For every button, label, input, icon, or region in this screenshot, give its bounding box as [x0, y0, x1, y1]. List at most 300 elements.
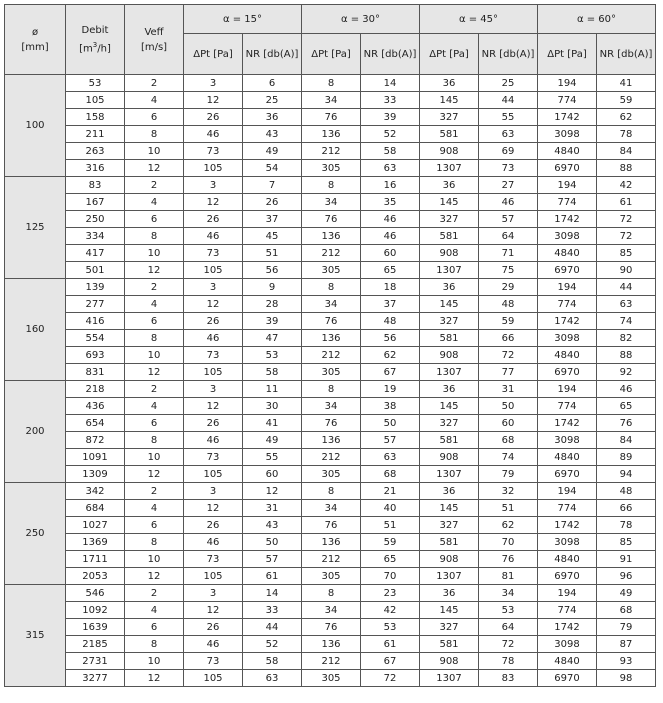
dpt-30-cell: 76 — [302, 313, 361, 330]
table-row — [5, 109, 656, 126]
nr-60-cell: 63 — [597, 296, 656, 313]
nr-45-cell: 25 — [479, 75, 538, 92]
nr-15-cell: 51 — [243, 245, 302, 262]
dpt-45-cell: 581 — [420, 330, 479, 347]
dpt-60-cell: 4840 — [538, 449, 597, 466]
nr-45-cell: 78 — [479, 653, 538, 670]
dpt-45-cell: 581 — [420, 534, 479, 551]
diameter-cell: 100 — [5, 75, 66, 177]
nr-60-cell: 91 — [597, 551, 656, 568]
dpt-30-cell: 212 — [302, 245, 361, 262]
nr-30-cell: 67 — [361, 364, 420, 381]
dpt-15-cell: 46 — [184, 432, 243, 449]
debit-unit-suffix: /h] — [97, 43, 111, 55]
debit-cell: 1369 — [66, 534, 125, 551]
nr-60-cell: 85 — [597, 534, 656, 551]
dpt-60-cell: 194 — [538, 75, 597, 92]
dpt-15-cell: 12 — [184, 194, 243, 211]
table-row — [5, 568, 656, 585]
dpt-45-cell: 1307 — [420, 364, 479, 381]
dpt-15-cell: 46 — [184, 636, 243, 653]
velocity-cell: 10 — [125, 347, 184, 364]
velocity-cell: 2 — [125, 75, 184, 92]
nr-45-cell: 81 — [479, 568, 538, 585]
nr-45-cell: 72 — [479, 347, 538, 364]
nr-30-cell: 39 — [361, 109, 420, 126]
header-angle-30: α = 30° — [302, 5, 420, 34]
nr-15-cell: 41 — [243, 415, 302, 432]
dpt-30-cell: 34 — [302, 92, 361, 109]
nr-30-cell: 38 — [361, 398, 420, 415]
velocity-cell: 8 — [125, 636, 184, 653]
debit-cell: 139 — [66, 279, 125, 296]
nr-60-cell: 48 — [597, 483, 656, 500]
table-row — [5, 194, 656, 211]
dpt-45-cell: 908 — [420, 449, 479, 466]
nr-45-cell: 75 — [479, 262, 538, 279]
dpt-30-cell: 305 — [302, 160, 361, 177]
nr-60-cell: 68 — [597, 602, 656, 619]
table-row — [5, 534, 656, 551]
nr-15-cell: 11 — [243, 381, 302, 398]
dpt-30-cell: 212 — [302, 551, 361, 568]
nr-30-cell: 65 — [361, 551, 420, 568]
dpt-60-cell: 1742 — [538, 313, 597, 330]
table-row — [5, 313, 656, 330]
subheader-dpt: ΔPt [Pa] — [184, 34, 243, 75]
velocity-cell: 6 — [125, 109, 184, 126]
table-row — [5, 381, 656, 398]
dpt-45-cell: 145 — [420, 92, 479, 109]
nr-45-cell: 57 — [479, 211, 538, 228]
dpt-15-cell: 105 — [184, 568, 243, 585]
nr-60-cell: 42 — [597, 177, 656, 194]
nr-60-cell: 84 — [597, 143, 656, 160]
dpt-45-cell: 36 — [420, 177, 479, 194]
dpt-45-cell: 1307 — [420, 670, 479, 687]
nr-60-cell: 87 — [597, 636, 656, 653]
velocity-cell: 2 — [125, 279, 184, 296]
table-row — [5, 347, 656, 364]
debit-cell: 436 — [66, 398, 125, 415]
dpt-30-cell: 212 — [302, 653, 361, 670]
nr-30-cell: 33 — [361, 92, 420, 109]
dpt-15-cell: 26 — [184, 211, 243, 228]
dpt-60-cell: 3098 — [538, 126, 597, 143]
dpt-45-cell: 327 — [420, 211, 479, 228]
debit-cell: 218 — [66, 381, 125, 398]
dpt-30-cell: 136 — [302, 228, 361, 245]
dpt-15-cell: 26 — [184, 619, 243, 636]
nr-30-cell: 14 — [361, 75, 420, 92]
dpt-45-cell: 36 — [420, 279, 479, 296]
nr-30-cell: 23 — [361, 585, 420, 602]
nr-45-cell: 72 — [479, 636, 538, 653]
dpt-60-cell: 774 — [538, 398, 597, 415]
nr-45-cell: 59 — [479, 313, 538, 330]
dpt-30-cell: 8 — [302, 483, 361, 500]
dpt-15-cell: 26 — [184, 313, 243, 330]
dpt-60-cell: 194 — [538, 483, 597, 500]
header-angle-15: α = 15° — [184, 5, 302, 34]
velocity-cell: 8 — [125, 228, 184, 245]
dpt-15-cell: 105 — [184, 160, 243, 177]
table-row — [5, 92, 656, 109]
dpt-60-cell: 3098 — [538, 432, 597, 449]
dpt-45-cell: 1307 — [420, 160, 479, 177]
dpt-45-cell: 581 — [420, 126, 479, 143]
table-row — [5, 211, 656, 228]
debit-cell: 83 — [66, 177, 125, 194]
debit-cell: 416 — [66, 313, 125, 330]
nr-30-cell: 18 — [361, 279, 420, 296]
dpt-60-cell: 4840 — [538, 551, 597, 568]
nr-30-cell: 62 — [361, 347, 420, 364]
dpt-15-cell: 12 — [184, 398, 243, 415]
table-row — [5, 449, 656, 466]
nr-60-cell: 82 — [597, 330, 656, 347]
dpt-45-cell: 327 — [420, 517, 479, 534]
nr-45-cell: 77 — [479, 364, 538, 381]
dpt-60-cell: 1742 — [538, 109, 597, 126]
nr-30-cell: 48 — [361, 313, 420, 330]
nr-15-cell: 58 — [243, 364, 302, 381]
nr-30-cell: 63 — [361, 449, 420, 466]
dpt-45-cell: 1307 — [420, 568, 479, 585]
dpt-15-cell: 73 — [184, 551, 243, 568]
subheader-dpt: ΔPt [Pa] — [538, 34, 597, 75]
dpt-30-cell: 212 — [302, 143, 361, 160]
dpt-60-cell: 6970 — [538, 466, 597, 483]
nr-30-cell: 53 — [361, 619, 420, 636]
dpt-15-cell: 46 — [184, 126, 243, 143]
dpt-15-cell: 3 — [184, 585, 243, 602]
nr-45-cell: 53 — [479, 602, 538, 619]
dpt-30-cell: 136 — [302, 330, 361, 347]
nr-15-cell: 9 — [243, 279, 302, 296]
debit-cell: 1639 — [66, 619, 125, 636]
dpt-30-cell: 305 — [302, 262, 361, 279]
debit-cell: 53 — [66, 75, 125, 92]
nr-45-cell: 29 — [479, 279, 538, 296]
nr-30-cell: 52 — [361, 126, 420, 143]
nr-60-cell: 78 — [597, 126, 656, 143]
nr-60-cell: 98 — [597, 670, 656, 687]
debit-cell: 250 — [66, 211, 125, 228]
diameter-cell: 160 — [5, 279, 66, 381]
dpt-45-cell: 36 — [420, 483, 479, 500]
dpt-15-cell: 73 — [184, 347, 243, 364]
nr-30-cell: 46 — [361, 211, 420, 228]
dpt-30-cell: 136 — [302, 432, 361, 449]
dpt-15-cell: 105 — [184, 670, 243, 687]
table-row — [5, 126, 656, 143]
dpt-60-cell: 3098 — [538, 636, 597, 653]
dpt-60-cell: 3098 — [538, 330, 597, 347]
dpt-60-cell: 3098 — [538, 228, 597, 245]
dpt-45-cell: 327 — [420, 313, 479, 330]
debit-cell: 105 — [66, 92, 125, 109]
nr-45-cell: 55 — [479, 109, 538, 126]
subheader-nr: NR [db(A)] — [597, 34, 656, 75]
diameter-unit: [mm] — [21, 41, 49, 53]
nr-30-cell: 57 — [361, 432, 420, 449]
dpt-60-cell: 774 — [538, 602, 597, 619]
nr-45-cell: 32 — [479, 483, 538, 500]
dpt-30-cell: 8 — [302, 75, 361, 92]
dpt-30-cell: 136 — [302, 126, 361, 143]
nr-15-cell: 36 — [243, 109, 302, 126]
dpt-15-cell: 26 — [184, 517, 243, 534]
debit-cell: 546 — [66, 585, 125, 602]
nr-60-cell: 88 — [597, 347, 656, 364]
subheader-dpt: ΔPt [Pa] — [302, 34, 361, 75]
velocity-cell: 2 — [125, 585, 184, 602]
velocity-cell: 12 — [125, 364, 184, 381]
dpt-15-cell: 12 — [184, 602, 243, 619]
dpt-45-cell: 145 — [420, 500, 479, 517]
velocity-cell: 2 — [125, 483, 184, 500]
table-row — [5, 602, 656, 619]
nr-15-cell: 25 — [243, 92, 302, 109]
nr-30-cell: 40 — [361, 500, 420, 517]
nr-15-cell: 6 — [243, 75, 302, 92]
dpt-15-cell: 46 — [184, 534, 243, 551]
velocity-cell: 8 — [125, 432, 184, 449]
nr-45-cell: 34 — [479, 585, 538, 602]
nr-45-cell: 79 — [479, 466, 538, 483]
nr-60-cell: 92 — [597, 364, 656, 381]
dpt-60-cell: 1742 — [538, 517, 597, 534]
dpt-30-cell: 212 — [302, 449, 361, 466]
nr-45-cell: 66 — [479, 330, 538, 347]
velocity-cell: 6 — [125, 211, 184, 228]
dpt-60-cell: 4840 — [538, 143, 597, 160]
table-row — [5, 279, 656, 296]
nr-45-cell: 51 — [479, 500, 538, 517]
nr-60-cell: 84 — [597, 432, 656, 449]
dpt-15-cell: 12 — [184, 92, 243, 109]
nr-15-cell: 37 — [243, 211, 302, 228]
nr-45-cell: 46 — [479, 194, 538, 211]
nr-30-cell: 16 — [361, 177, 420, 194]
nr-15-cell: 60 — [243, 466, 302, 483]
dpt-45-cell: 908 — [420, 551, 479, 568]
debit-cell: 872 — [66, 432, 125, 449]
velocity-cell: 12 — [125, 160, 184, 177]
header-angle-45: α = 45° — [420, 5, 538, 34]
dpt-60-cell: 194 — [538, 585, 597, 602]
diameter-cell: 315 — [5, 585, 66, 687]
dpt-45-cell: 36 — [420, 381, 479, 398]
nr-45-cell: 76 — [479, 551, 538, 568]
nr-15-cell: 54 — [243, 160, 302, 177]
debit-cell: 211 — [66, 126, 125, 143]
velocity-cell: 4 — [125, 398, 184, 415]
nr-60-cell: 78 — [597, 517, 656, 534]
dpt-15-cell: 12 — [184, 296, 243, 313]
nr-60-cell: 46 — [597, 381, 656, 398]
diameter-cell: 125 — [5, 177, 66, 279]
debit-label: Debit — [81, 24, 109, 36]
dpt-30-cell: 34 — [302, 296, 361, 313]
dpt-30-cell: 34 — [302, 398, 361, 415]
debit-unit — [66, 38, 124, 56]
table-row — [5, 636, 656, 653]
velocity-cell: 2 — [125, 177, 184, 194]
debit-cell: 654 — [66, 415, 125, 432]
velocity-cell: 6 — [125, 415, 184, 432]
nr-60-cell: 72 — [597, 228, 656, 245]
dpt-60-cell: 3098 — [538, 534, 597, 551]
nr-15-cell: 58 — [243, 653, 302, 670]
table-row — [5, 398, 656, 415]
dpt-15-cell: 26 — [184, 415, 243, 432]
nr-45-cell: 60 — [479, 415, 538, 432]
nr-60-cell: 76 — [597, 415, 656, 432]
nr-30-cell: 42 — [361, 602, 420, 619]
dpt-15-cell: 26 — [184, 109, 243, 126]
nr-15-cell: 63 — [243, 670, 302, 687]
table-row — [5, 415, 656, 432]
table-row — [5, 245, 656, 262]
veff-label: Veff — [144, 26, 164, 38]
nr-60-cell: 44 — [597, 279, 656, 296]
dpt-45-cell: 581 — [420, 432, 479, 449]
dpt-30-cell: 305 — [302, 364, 361, 381]
nr-15-cell: 53 — [243, 347, 302, 364]
debit-cell: 2053 — [66, 568, 125, 585]
nr-45-cell: 63 — [479, 126, 538, 143]
nr-30-cell: 65 — [361, 262, 420, 279]
velocity-cell: 12 — [125, 466, 184, 483]
debit-cell: 693 — [66, 347, 125, 364]
header-veff — [125, 5, 184, 75]
nr-15-cell: 50 — [243, 534, 302, 551]
dpt-15-cell: 3 — [184, 483, 243, 500]
nr-30-cell: 61 — [361, 636, 420, 653]
dpt-15-cell: 73 — [184, 449, 243, 466]
dpt-60-cell: 6970 — [538, 262, 597, 279]
dpt-60-cell: 4840 — [538, 653, 597, 670]
nr-30-cell: 58 — [361, 143, 420, 160]
table-row — [5, 483, 656, 500]
dpt-45-cell: 1307 — [420, 262, 479, 279]
header-diameter — [5, 5, 66, 75]
dpt-60-cell: 6970 — [538, 160, 597, 177]
nr-45-cell: 69 — [479, 143, 538, 160]
dpt-60-cell: 194 — [538, 177, 597, 194]
nr-15-cell: 30 — [243, 398, 302, 415]
table-row — [5, 330, 656, 347]
nr-30-cell: 50 — [361, 415, 420, 432]
dpt-30-cell: 8 — [302, 177, 361, 194]
nr-45-cell: 68 — [479, 432, 538, 449]
nr-30-cell: 68 — [361, 466, 420, 483]
nr-15-cell: 39 — [243, 313, 302, 330]
velocity-cell: 10 — [125, 143, 184, 160]
velocity-cell: 8 — [125, 126, 184, 143]
nr-45-cell: 50 — [479, 398, 538, 415]
dpt-60-cell: 774 — [538, 296, 597, 313]
nr-15-cell: 52 — [243, 636, 302, 653]
dpt-15-cell: 3 — [184, 177, 243, 194]
dpt-45-cell: 327 — [420, 415, 479, 432]
nr-45-cell: 31 — [479, 381, 538, 398]
dpt-45-cell: 145 — [420, 296, 479, 313]
dpt-30-cell: 8 — [302, 381, 361, 398]
dpt-45-cell: 145 — [420, 398, 479, 415]
table-row — [5, 432, 656, 449]
debit-cell: 1092 — [66, 602, 125, 619]
dpt-30-cell: 76 — [302, 415, 361, 432]
nr-15-cell: 26 — [243, 194, 302, 211]
table-row — [5, 670, 656, 687]
nr-15-cell: 61 — [243, 568, 302, 585]
dpt-60-cell: 1742 — [538, 619, 597, 636]
dpt-60-cell: 774 — [538, 500, 597, 517]
debit-cell: 3277 — [66, 670, 125, 687]
velocity-cell: 10 — [125, 653, 184, 670]
velocity-cell: 6 — [125, 619, 184, 636]
table-body — [5, 75, 656, 687]
debit-cell: 334 — [66, 228, 125, 245]
velocity-cell: 8 — [125, 330, 184, 347]
nr-15-cell: 47 — [243, 330, 302, 347]
dpt-15-cell: 3 — [184, 75, 243, 92]
dpt-60-cell: 6970 — [538, 568, 597, 585]
velocity-cell: 10 — [125, 245, 184, 262]
dpt-30-cell: 34 — [302, 194, 361, 211]
velocity-cell: 4 — [125, 602, 184, 619]
table-row — [5, 143, 656, 160]
dpt-30-cell: 34 — [302, 602, 361, 619]
nr-15-cell: 43 — [243, 517, 302, 534]
diameter-cell: 200 — [5, 381, 66, 483]
dpt-30-cell: 76 — [302, 211, 361, 228]
dpt-15-cell: 73 — [184, 245, 243, 262]
dpt-45-cell: 36 — [420, 75, 479, 92]
table-row — [5, 551, 656, 568]
dpt-60-cell: 6970 — [538, 670, 597, 687]
table-row — [5, 228, 656, 245]
dpt-60-cell: 6970 — [538, 364, 597, 381]
nr-45-cell: 83 — [479, 670, 538, 687]
dpt-45-cell: 581 — [420, 636, 479, 653]
nr-15-cell: 55 — [243, 449, 302, 466]
nr-15-cell: 57 — [243, 551, 302, 568]
nr-60-cell: 72 — [597, 211, 656, 228]
subheader-nr: NR [db(A)] — [361, 34, 420, 75]
dpt-30-cell: 212 — [302, 347, 361, 364]
nr-45-cell: 64 — [479, 619, 538, 636]
nr-45-cell: 73 — [479, 160, 538, 177]
debit-cell: 1309 — [66, 466, 125, 483]
dpt-45-cell: 36 — [420, 585, 479, 602]
velocity-cell: 4 — [125, 194, 184, 211]
velocity-cell: 12 — [125, 262, 184, 279]
dpt-15-cell: 105 — [184, 262, 243, 279]
debit-cell: 342 — [66, 483, 125, 500]
velocity-cell: 4 — [125, 296, 184, 313]
debit-cell: 2185 — [66, 636, 125, 653]
debit-cell: 167 — [66, 194, 125, 211]
diameter-symbol: ø — [31, 26, 39, 38]
nr-60-cell: 74 — [597, 313, 656, 330]
dpt-30-cell: 76 — [302, 109, 361, 126]
dpt-60-cell: 1742 — [538, 211, 597, 228]
dpt-15-cell: 105 — [184, 466, 243, 483]
